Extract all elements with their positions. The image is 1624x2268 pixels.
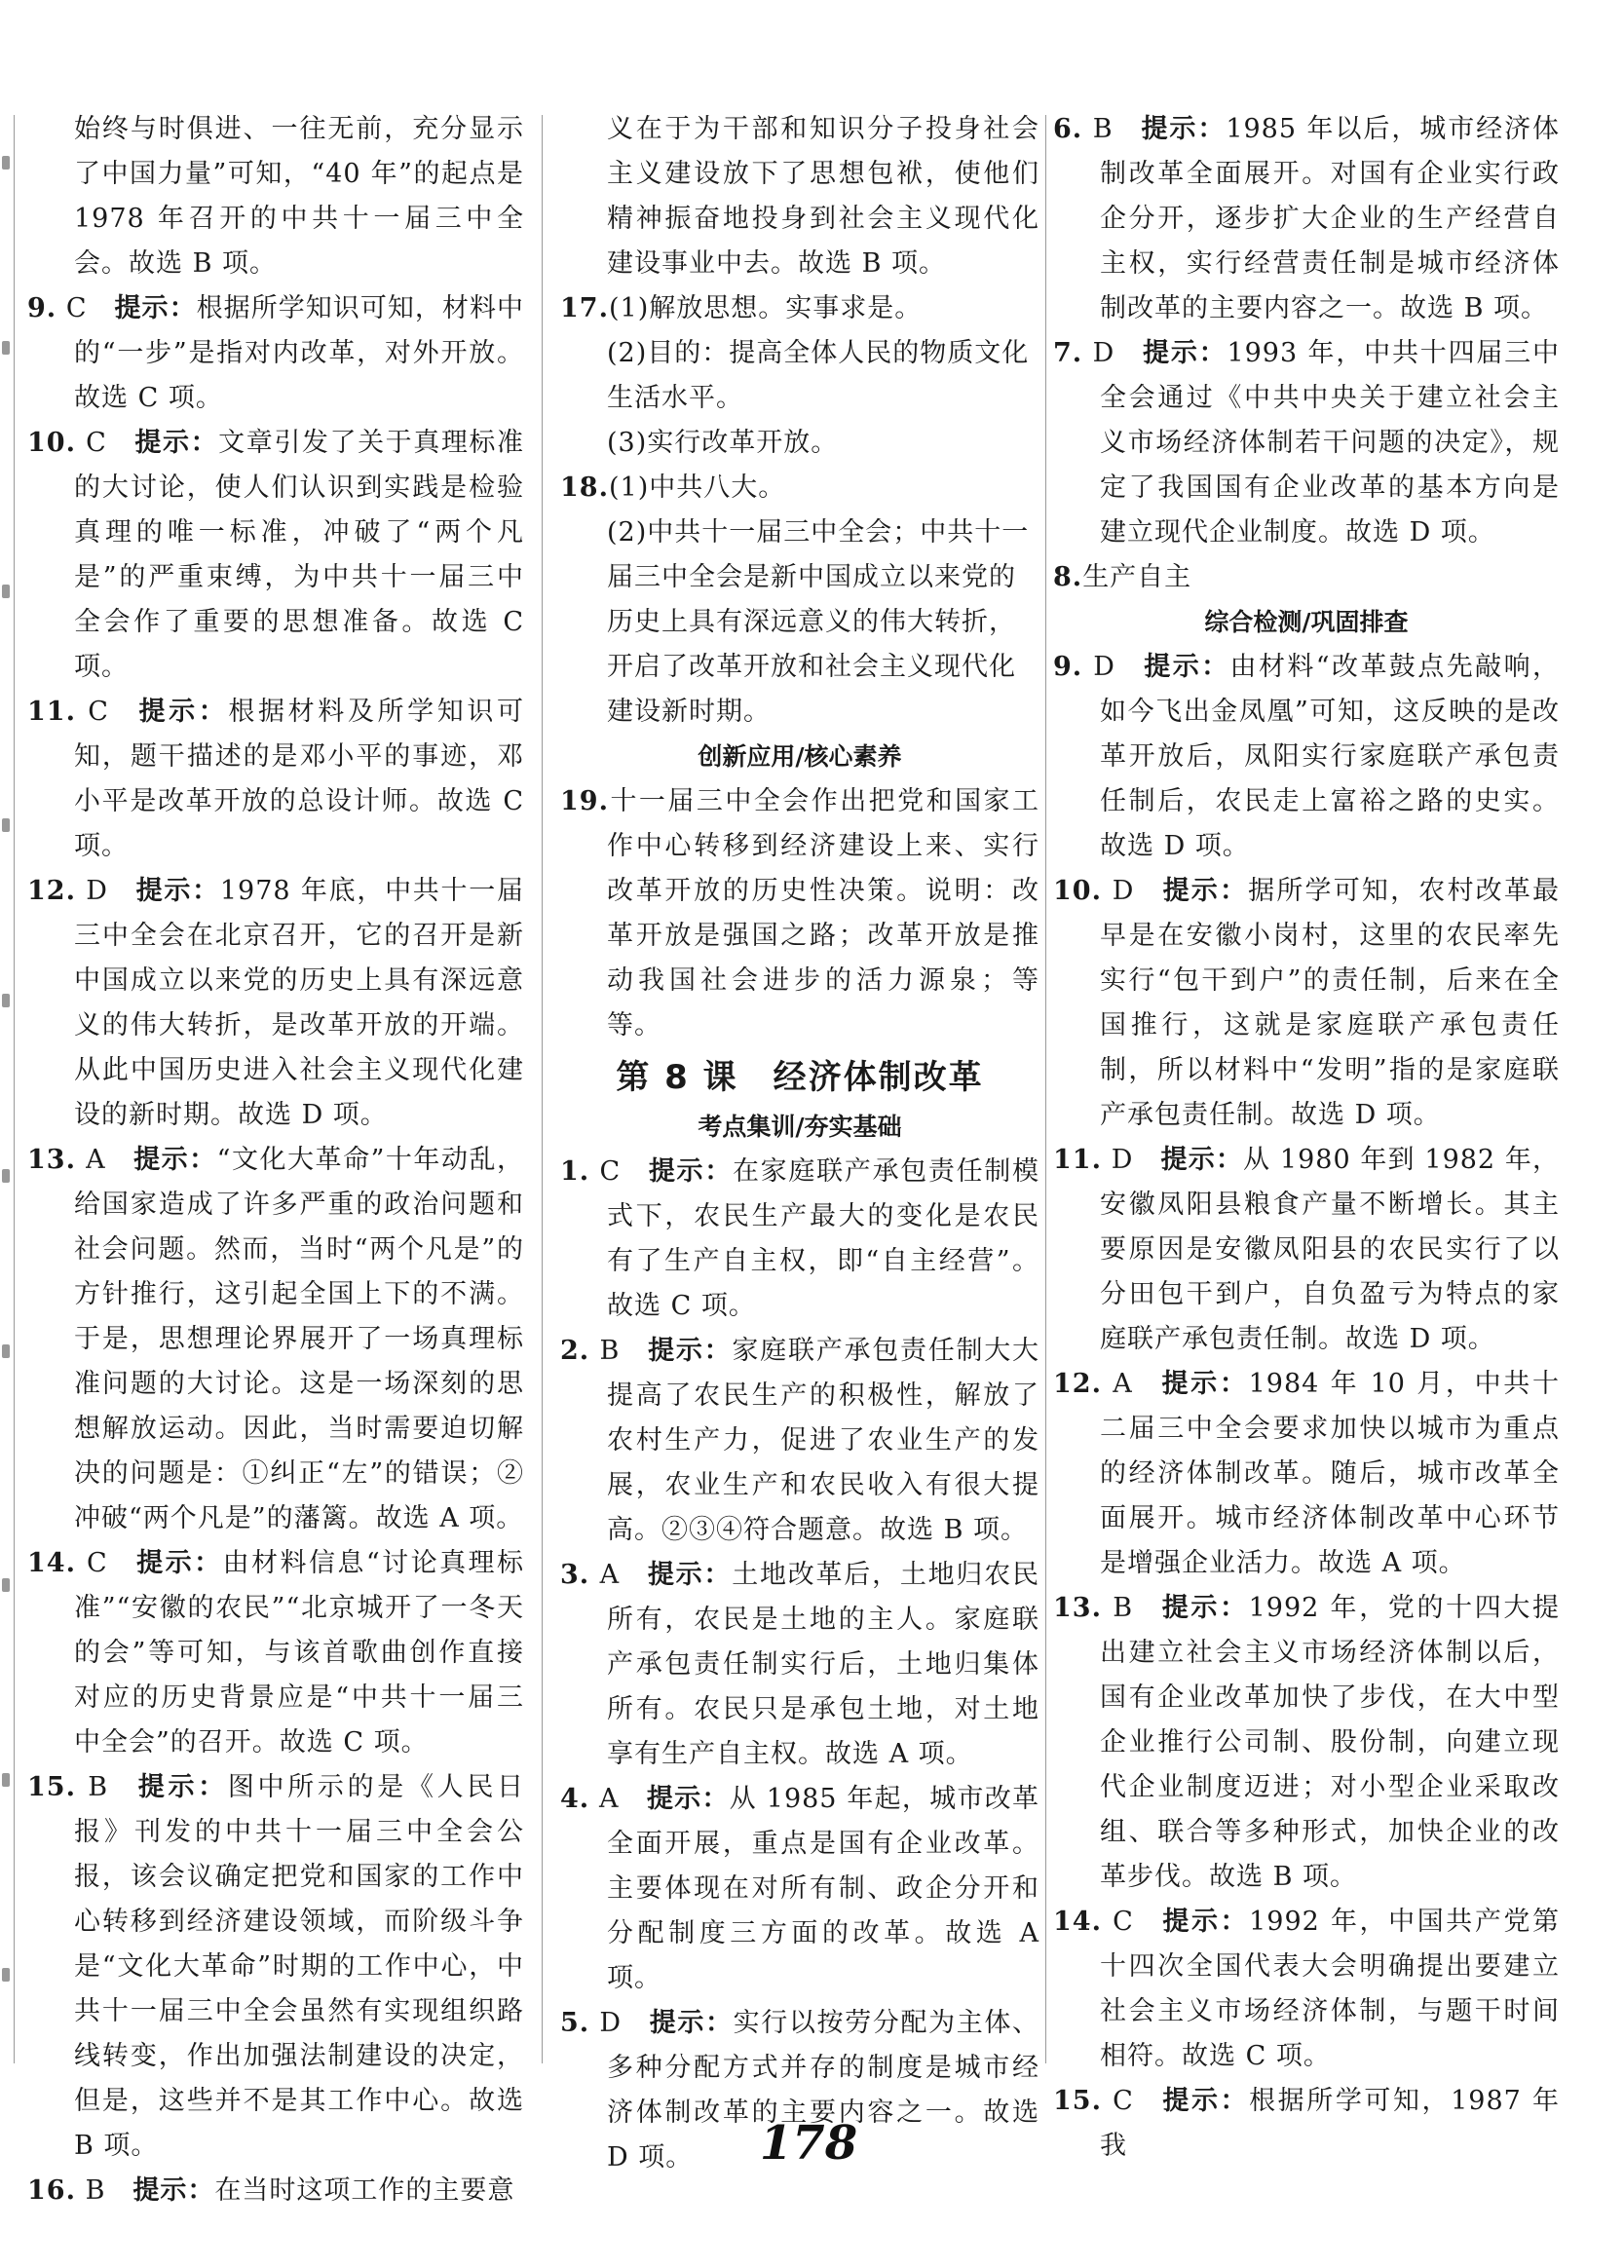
answer-text: “文化大革命”十年动乱，给国家造成了许多严重的政治问题和社会问题。然而，当时“两个凡是”的方针推行，这引起全国上下的不满。于是，思想理论界展开了一场真理标准问题的大讨论。这是一场深刻的思想解放运动。因此，当时需要迫切解决的问题是：①纠正“左”的错误；②冲破“两个凡是”的藩篱。故选 A 项。	[74, 1145, 524, 1533]
item-number: 2.	[560, 1336, 590, 1366]
item-number: 15.	[1053, 2086, 1102, 2116]
column-2	[560, 107, 1039, 2180]
answer-letter: C	[599, 1156, 622, 1187]
hint-label: 提示：	[1142, 338, 1227, 368]
answer-letter: D	[599, 2008, 623, 2038]
answer-text: 1984 年 10 月，中共十二届三中全会要求加快以城市为重点的经济体制改革。随后，城市改革全面展开。城市经济体制改革中心环节是增强企业活力。故选 A 项。	[1100, 1369, 1561, 1578]
answer-letter: B	[1113, 1593, 1134, 1623]
item-number: 9.	[1053, 652, 1083, 682]
answer-letter: C	[1113, 2086, 1134, 2116]
answer-letter: D	[1093, 652, 1115, 682]
hint-label: 提示：	[1160, 1145, 1244, 1175]
answer-item	[1053, 869, 1560, 1138]
answer-item	[27, 286, 524, 421]
item-number: 17.	[560, 293, 609, 323]
item-number: 16.	[27, 2175, 76, 2206]
answer-item	[27, 421, 524, 690]
hint-label: 提示：	[649, 2008, 734, 2038]
answer-letter: D	[1111, 1145, 1134, 1175]
answer-item-18	[560, 466, 1039, 510]
answer-letter: A	[599, 1784, 620, 1814]
answer-item	[1053, 107, 1560, 331]
section-heading: 创新应用/核心素养	[698, 742, 902, 771]
column-divider	[1045, 115, 1046, 2063]
item-number: 7.	[1053, 338, 1083, 368]
answer-text: 根据所学可知，1987 年我	[1100, 2086, 1560, 2161]
answer-item-19	[560, 779, 1039, 1048]
answer-text: 由材料信息“讨论真理标准”“安徽的农民”“北京城开了一冬天的会”等可知，与该首歌曲创作直接对应的历史背景应是“中共十一届三中全会”的召开。故选 C 项。	[74, 1548, 524, 1758]
answer-text: 从 1980 年到 1982 年，安徽凤阳县粮食产量不断增长。其主要原因是安徽凤阳县的农民实行了以分田包干到户，自负盈亏为特点的家庭联产承包责任制。故选 D 项。	[1100, 1145, 1561, 1354]
answer-letter: B	[85, 2175, 106, 2206]
answer-text: 据所学可知，农村改革最早是在安徽小岗村，这里的农民率先实行“包干到户”的责任制，后来在全国推行，这就是家庭联产承包责任制，所以材料中“发明”指的是家庭联产承包责任制。故选 D 项。	[1100, 876, 1561, 1130]
item-number: 9.	[27, 293, 57, 323]
answer-text: 文章引发了关于真理标准的大讨论，使人们认识到实践是检验真理的唯一标准，冲破了“两个凡是”的严重束缚，为中共十一届三中全会作了重要的思想准备。故选 C 项。	[74, 428, 525, 682]
answer-item	[1053, 645, 1560, 869]
answer-letter: C	[87, 1548, 108, 1578]
item-number: 11.	[27, 697, 76, 727]
answer-item-17	[560, 286, 1039, 331]
answer-letter: B	[599, 1336, 621, 1366]
item-number: 19.	[560, 786, 609, 816]
column-divider	[14, 115, 15, 2063]
answer-line: (1)解放思想。实事求是。	[608, 293, 923, 323]
answer-text: 1992 年，党的十四大提出建立社会主义市场经济体制以后，国有企业改革加快了步伐，在大中型企业推行公司制、股份制，向建立现代企业制度迈进；对小型企业采取改组、联合等多种形式，加快企业的改革步伐。故选 B 项。	[1100, 1593, 1561, 1892]
answer-item	[1053, 1138, 1560, 1362]
answer-item	[27, 1138, 524, 1541]
answer-letter: A	[599, 1560, 621, 1590]
column-1	[27, 107, 524, 2213]
item-number: 6.	[1053, 114, 1083, 144]
answer-text: 图中所示的是《人民日报》刊发的中共十一届三中全会公报，该会议确定把党和国家的工作中心转移到经济建设领域，而阶级斗争是“文化大革命”时期的工作中心，中共十一届三中全会虽然有实现组织路线转变，作出加强法制建设的决定，但是，这些并不是其工作中心。故选 B 项。	[74, 1772, 525, 2161]
hint-label: 提示：	[1159, 1369, 1249, 1399]
item-number: 13.	[27, 1145, 76, 1175]
item-number: 8.	[1053, 562, 1083, 592]
answer-line: (2)中共十一届三中全会；中共十一届三中全会是新中国成立以来党的历史上具有深远意义的伟大转折，开启了改革开放和社会主义现代化建设新时期。	[607, 517, 1030, 727]
answer-text: 1993 年，中共十四届三中全会通过《中共中央关于建立社会主义市场经济体制若干问题的决定》，规定了我国国有企业改革的基本方向是建立现代企业制度。故选 D 项。	[1100, 338, 1560, 548]
item-number: 4.	[560, 1784, 590, 1814]
answer-text: 根据材料及所学知识可知，题干描述的是邓小平的事迹，邓小平是改革开放的总设计师。故选 C 项。	[74, 697, 524, 861]
answer-item	[1053, 2079, 1560, 2169]
answer-letter: D	[86, 876, 108, 906]
hint-label: 提示：	[1140, 114, 1227, 144]
answer-item-8	[1053, 555, 1560, 600]
item-number: 13.	[1053, 1593, 1102, 1623]
answer-text: 土地改革后，土地归农民所有，农民是土地的主人。家庭联产承包责任制实行后，土地归集体所有。农民只是承包土地，对土地享有生产自主权。故选 A 项。	[607, 1560, 1039, 1769]
item-number: 10.	[1053, 876, 1102, 906]
answer-item	[27, 869, 524, 1138]
answer-item	[27, 1765, 524, 2169]
answer-text: 实行以按劳分配为主体、多种分配方式并存的制度是城市经济体制改革的主要内容之一。故选 D 项。	[607, 2008, 1040, 2173]
item-number: 18.	[560, 472, 609, 503]
hint-label: 提示：	[1160, 2086, 1250, 2116]
answer-item	[560, 1777, 1039, 2001]
hint-label: 提示：	[1161, 876, 1249, 906]
hint-label: 提示：	[134, 876, 220, 906]
page-number: 178	[759, 2116, 858, 2171]
answer-text: 生产自主	[1082, 562, 1192, 592]
item-number: 11.	[1053, 1145, 1102, 1175]
answer-letter: A	[1113, 1369, 1133, 1399]
answer-text: 十一届三中全会作出把党和国家工作中心转移到经济建设上来、实行改革开放的历史性决策。说明：改革开放是强国之路；改革开放是推动我国社会进步的活力源泉；等等。	[607, 786, 1039, 1040]
answer-text: 根据所学知识可知，材料中的“一步”是指对内改革，对外开放。故选 C 项。	[74, 293, 525, 413]
answer-letter: A	[86, 1145, 106, 1175]
answer-text: 在当时这项工作的主要意	[214, 2175, 515, 2206]
answer-letter: C	[1113, 1907, 1134, 1937]
item-number: 3.	[560, 1560, 590, 1590]
hint-label: 提示：	[1142, 652, 1230, 682]
hint-label: 提示：	[135, 697, 229, 727]
answer-text: 1992 年，中国共产党第十四次全国代表大会明确提出要建立社会主义市场经济体制，与题干时间相符。故选 C 项。	[1100, 1907, 1560, 2071]
hint-label: 提示：	[647, 1560, 733, 1590]
answer-letter: C	[86, 428, 107, 458]
answer-line: (2)目的：提高全体人民的物质文化生活水平。	[607, 338, 1030, 413]
answer-line: (3)实行改革开放。	[607, 428, 839, 458]
item-number: 15.	[27, 1772, 76, 1802]
answer-letter: B	[88, 1772, 109, 1802]
item-number: 1.	[560, 1156, 590, 1187]
section-heading: 综合检测/巩固排查	[1204, 608, 1409, 636]
hint-label: 提示：	[132, 1145, 217, 1175]
lesson-title: 第 8 课 经济体制改革	[616, 1058, 984, 1097]
hint-label: 提示：	[114, 293, 197, 323]
answer-item	[27, 690, 524, 869]
item-number: 10.	[27, 428, 76, 458]
answer-item	[1053, 1362, 1560, 1586]
answer-letter: D	[1112, 876, 1135, 906]
continued-text: 义在于为干部和知识分子投身社会主义建设放下了思想包袱，使他们精神振奋地投身到社会主义现代化建设事业中去。故选 B 项。	[607, 114, 1039, 279]
answer-text: 家庭联产承包责任制大大提高了农民生产的积极性，解放了农村生产力，促进了农业生产的发展，农业生产和农民收入有很大提高。②③④符合题意。故选 B 项。	[607, 1336, 1040, 1545]
continued-text: 始终与时俱进、一往无前，充分显示了中国力量”可知，“40 年”的起点是1978 年召开的中共十一届三中全会。故选 B 项。	[74, 114, 524, 279]
answer-item	[1053, 331, 1560, 555]
binding-marks	[0, 117, 14, 2056]
answer-item	[27, 2169, 524, 2213]
answer-letter: C	[65, 293, 88, 323]
answer-item	[27, 1541, 524, 1765]
section-heading: 考点集训/夯实基础	[698, 1113, 902, 1141]
item-number: 12.	[27, 876, 76, 906]
hint-label: 提示：	[133, 428, 219, 458]
answer-text: 1985 年以后，城市经济体制改革全面展开。对国有企业实行政企分开，逐步扩大企业的生产经营自主权，实行经营责任制是城市经济体制改革的主要内容之一。故选 B 项。	[1100, 114, 1561, 323]
answer-item	[1053, 1900, 1560, 2079]
hint-label: 提示：	[134, 1548, 223, 1578]
column-divider	[542, 115, 543, 2063]
answer-letter: B	[1092, 114, 1114, 144]
answer-line: (1)中共八大。	[608, 472, 786, 503]
hint-label: 提示：	[135, 1772, 228, 1802]
answer-letter: C	[88, 697, 109, 727]
answer-text: 1978 年底，中共十一届三中全会在北京召开，它的召开是新中国成立以来党的历史上具有深远意义的伟大转折，是改革开放的开端。从此中国历史进入社会主义现代化建设的新时期。故选 D 项。	[74, 876, 524, 1130]
hint-label: 提示：	[132, 2175, 215, 2206]
column-3	[1053, 107, 1560, 2169]
answer-text: 从 1985 年起，城市改革全面开展，重点是国有企业改革。主要体现在对所有制、政企分开和分配制度三方面的改革。故选 A 项。	[607, 1784, 1039, 1993]
answer-item	[560, 1150, 1039, 1329]
hint-label: 提示：	[1160, 1907, 1250, 1937]
answer-item	[560, 1329, 1039, 1553]
item-number: 12.	[1053, 1369, 1102, 1399]
answer-text: 在家庭联产承包责任制模式下，农民生产最大的变化是农民有了生产自主权，即“自主经营”。故选 C 项。	[607, 1156, 1039, 1321]
answer-letter: D	[1092, 338, 1115, 368]
item-number: 14.	[27, 1548, 76, 1578]
item-number: 14.	[1053, 1907, 1102, 1937]
answer-item	[560, 1553, 1039, 1777]
hint-label: 提示：	[646, 1784, 730, 1814]
hint-label: 提示：	[647, 1336, 733, 1366]
answer-text: 由材料“改革鼓点先敲响，如今飞出金凤凰”可知，这反映的是改革开放后，凤阳实行家庭联产承包责任制后，农民走上富裕之路的史实。故选 D 项。	[1100, 652, 1560, 861]
hint-label: 提示：	[648, 1156, 733, 1187]
item-number: 5.	[560, 2008, 590, 2038]
answer-item	[1053, 1586, 1560, 1900]
hint-label: 提示：	[1160, 1593, 1249, 1623]
